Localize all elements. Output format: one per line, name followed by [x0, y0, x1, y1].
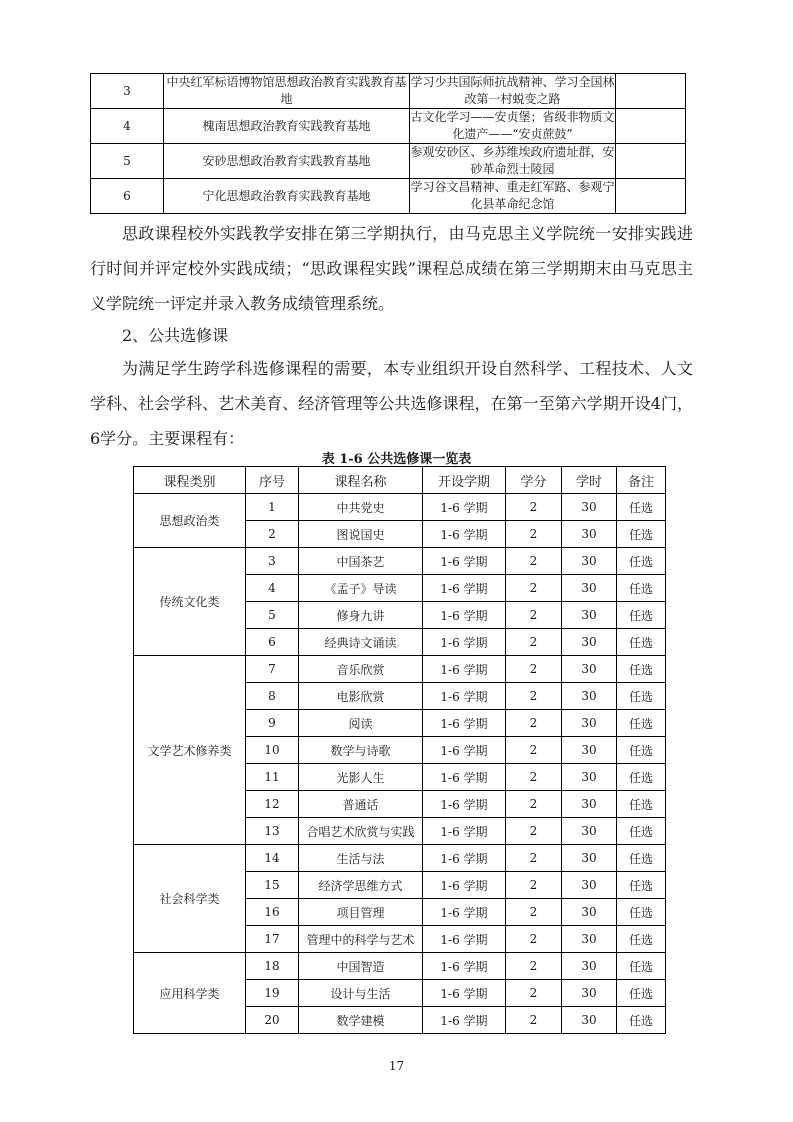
course-number: 20 — [246, 1007, 299, 1034]
course-hours: 30 — [562, 683, 617, 710]
course-hours: 30 — [562, 710, 617, 737]
course-hours: 30 — [562, 548, 617, 575]
course-credit: 2 — [506, 818, 562, 845]
course-term: 1-6 学期 — [423, 818, 506, 845]
course-name: 数学建模 — [299, 1007, 423, 1034]
header-hours: 学时 — [562, 467, 617, 494]
course-credit: 2 — [506, 845, 562, 872]
course-number: 6 — [246, 629, 299, 656]
header-note: 备注 — [617, 467, 666, 494]
table-row — [134, 845, 666, 872]
elective-course-table — [133, 466, 666, 1034]
course-note: 任选 — [617, 899, 666, 926]
course-number: 18 — [246, 953, 299, 980]
course-term: 1-6 学期 — [423, 1007, 506, 1034]
base-content: 学习少共国际师抗战精神、学习全国林改第一村蜕变之路 — [410, 74, 616, 109]
course-term: 1-6 学期 — [423, 656, 506, 683]
course-note: 任选 — [617, 791, 666, 818]
course-name: 中国茶艺 — [299, 548, 423, 575]
course-term: 1-6 学期 — [423, 980, 506, 1007]
course-number: 11 — [246, 764, 299, 791]
course-term: 1-6 学期 — [423, 899, 506, 926]
course-credit: 2 — [506, 656, 562, 683]
course-category: 社会科学类 — [134, 845, 246, 953]
course-hours: 30 — [562, 494, 617, 521]
base-note — [616, 109, 686, 144]
base-number: 6 — [91, 179, 164, 214]
course-number: 3 — [246, 548, 299, 575]
base-note — [616, 74, 686, 109]
course-credit: 2 — [506, 548, 562, 575]
course-number: 2 — [246, 521, 299, 548]
header-term: 开设学期 — [423, 467, 506, 494]
course-hours: 30 — [562, 656, 617, 683]
course-number: 13 — [246, 818, 299, 845]
course-name: 普通话 — [299, 791, 423, 818]
course-note: 任选 — [617, 764, 666, 791]
table-row — [134, 548, 666, 575]
course-name: 生活与法 — [299, 845, 423, 872]
course-term: 1-6 学期 — [423, 494, 506, 521]
course-hours: 30 — [562, 737, 617, 764]
course-credit: 2 — [506, 710, 562, 737]
table-caption: 表 1-6 公共选修课一览表 — [321, 452, 472, 467]
base-number: 5 — [91, 144, 164, 179]
elective-intro-paragraph: 为满足学生跨学科选修课程的需要，本专业组织开设自然科学、工程技术、人文学科、社会学科、艺术美育、经济管理等公共选修课程，在第一至第六学期开设4门，6学分。主要课程有： — [90, 359, 693, 448]
course-note: 任选 — [617, 818, 666, 845]
course-hours: 30 — [562, 764, 617, 791]
course-name: 阅读 — [299, 710, 423, 737]
course-name: 数学与诗歌 — [299, 737, 423, 764]
table-row — [91, 74, 686, 109]
course-number: 1 — [246, 494, 299, 521]
course-term: 1-6 学期 — [423, 629, 506, 656]
course-note: 任选 — [617, 710, 666, 737]
section-heading: 2、公共选修课 — [122, 326, 229, 345]
course-name: 经济学思维方式 — [299, 872, 423, 899]
course-note: 任选 — [617, 683, 666, 710]
header-course-name: 课程名称 — [299, 467, 423, 494]
base-name: 宁化思想政治教育实践教育基地 — [164, 179, 410, 214]
base-number: 4 — [91, 109, 164, 144]
course-term: 1-6 学期 — [423, 710, 506, 737]
table-row — [134, 953, 666, 980]
course-number: 19 — [246, 980, 299, 1007]
base-note — [616, 179, 686, 214]
course-hours: 30 — [562, 926, 617, 953]
course-hours: 30 — [562, 818, 617, 845]
course-number: 14 — [246, 845, 299, 872]
course-name: 项目管理 — [299, 899, 423, 926]
course-credit: 2 — [506, 683, 562, 710]
course-credit: 2 — [506, 494, 562, 521]
course-name: 音乐欣赏 — [299, 656, 423, 683]
course-hours: 30 — [562, 1007, 617, 1034]
course-hours: 30 — [562, 953, 617, 980]
course-note: 任选 — [617, 494, 666, 521]
course-category: 传统文化类 — [134, 548, 246, 656]
course-note: 任选 — [617, 656, 666, 683]
course-category: 思想政治类 — [134, 494, 246, 548]
base-note — [616, 144, 686, 179]
course-hours: 30 — [562, 899, 617, 926]
course-term: 1-6 学期 — [423, 737, 506, 764]
course-note: 任选 — [617, 845, 666, 872]
course-hours: 30 — [562, 602, 617, 629]
course-number: 7 — [246, 656, 299, 683]
course-credit: 2 — [506, 899, 562, 926]
course-number: 10 — [246, 737, 299, 764]
course-hours: 30 — [562, 872, 617, 899]
course-term: 1-6 学期 — [423, 521, 506, 548]
table-header-row — [134, 467, 666, 494]
course-term: 1-6 学期 — [423, 683, 506, 710]
course-term: 1-6 学期 — [423, 548, 506, 575]
course-credit: 2 — [506, 764, 562, 791]
course-term: 1-6 学期 — [423, 872, 506, 899]
course-credit: 2 — [506, 629, 562, 656]
course-hours: 30 — [562, 521, 617, 548]
course-name: 光影人生 — [299, 764, 423, 791]
course-term: 1-6 学期 — [423, 791, 506, 818]
course-number: 16 — [246, 899, 299, 926]
course-number: 9 — [246, 710, 299, 737]
course-number: 4 — [246, 575, 299, 602]
table-row — [134, 494, 666, 521]
course-number: 15 — [246, 872, 299, 899]
course-term: 1-6 学期 — [423, 953, 506, 980]
base-name: 中央红军标语博物馆思想政治教育实践教育基地 — [164, 74, 410, 109]
course-note: 任选 — [617, 629, 666, 656]
base-content: 学习谷文昌精神、重走红军路、参观宁化县革命纪念馆 — [410, 179, 616, 214]
table-row — [91, 144, 686, 179]
course-hours: 30 — [562, 845, 617, 872]
base-name: 安砂思想政治教育实践教育基地 — [164, 144, 410, 179]
header-category: 课程类别 — [134, 467, 246, 494]
course-credit: 2 — [506, 791, 562, 818]
course-note: 任选 — [617, 980, 666, 1007]
course-note: 任选 — [617, 575, 666, 602]
course-credit: 2 — [506, 872, 562, 899]
header-number: 序号 — [246, 467, 299, 494]
course-term: 1-6 学期 — [423, 926, 506, 953]
base-number: 3 — [91, 74, 164, 109]
page-number: 17 — [388, 1059, 405, 1073]
header-credit: 学分 — [506, 467, 562, 494]
base-content: 参观安砂区、乡苏维埃政府遗址群，安砂革命烈士陵园 — [410, 144, 616, 179]
course-category: 文学艺术修养类 — [134, 656, 246, 845]
course-credit: 2 — [506, 953, 562, 980]
base-name: 槐南思想政治教育实践教育基地 — [164, 109, 410, 144]
course-name: 经典诗文诵读 — [299, 629, 423, 656]
course-name: 修身九讲 — [299, 602, 423, 629]
course-credit: 2 — [506, 926, 562, 953]
course-note: 任选 — [617, 548, 666, 575]
table-row — [91, 109, 686, 144]
practice-arrangement-paragraph: 思政课程校外实践教学安排在第三学期执行，由马克思主义学院统一安排实践进行时间并评定校外实践成绩；“思政课程实践”课程总成绩在第三学期期末由马克思主义学院统一评定并录入教务成绩管理系统。 — [90, 224, 693, 313]
course-term: 1-6 学期 — [423, 764, 506, 791]
course-note: 任选 — [617, 872, 666, 899]
course-hours: 30 — [562, 629, 617, 656]
course-credit: 2 — [506, 575, 562, 602]
course-term: 1-6 学期 — [423, 845, 506, 872]
course-note: 任选 — [617, 737, 666, 764]
course-name: 中共党史 — [299, 494, 423, 521]
course-note: 任选 — [617, 1007, 666, 1034]
course-category: 应用科学类 — [134, 953, 246, 1034]
course-name: 《孟子》导读 — [299, 575, 423, 602]
course-name: 中国智造 — [299, 953, 423, 980]
course-name: 设计与生活 — [299, 980, 423, 1007]
course-note: 任选 — [617, 602, 666, 629]
base-content: 古文化学习——安贞堡；省级非物质文化遗产——“安贞蔗鼓” — [410, 109, 616, 144]
table-row — [91, 179, 686, 214]
course-number: 12 — [246, 791, 299, 818]
course-note: 任选 — [617, 926, 666, 953]
course-credit: 2 — [506, 521, 562, 548]
course-credit: 2 — [506, 602, 562, 629]
course-name: 电影欣赏 — [299, 683, 423, 710]
course-name: 图说国史 — [299, 521, 423, 548]
course-name: 管理中的科学与艺术 — [299, 926, 423, 953]
course-number: 8 — [246, 683, 299, 710]
course-term: 1-6 学期 — [423, 602, 506, 629]
course-hours: 30 — [562, 791, 617, 818]
course-credit: 2 — [506, 1007, 562, 1034]
course-term: 1-6 学期 — [423, 575, 506, 602]
course-hours: 30 — [562, 575, 617, 602]
course-hours: 30 — [562, 980, 617, 1007]
course-note: 任选 — [617, 521, 666, 548]
table-row — [134, 656, 666, 683]
course-note: 任选 — [617, 953, 666, 980]
course-credit: 2 — [506, 737, 562, 764]
course-name: 合唱艺术欣赏与实践 — [299, 818, 423, 845]
course-number: 17 — [246, 926, 299, 953]
course-credit: 2 — [506, 980, 562, 1007]
practice-base-table — [90, 73, 686, 214]
course-number: 5 — [246, 602, 299, 629]
